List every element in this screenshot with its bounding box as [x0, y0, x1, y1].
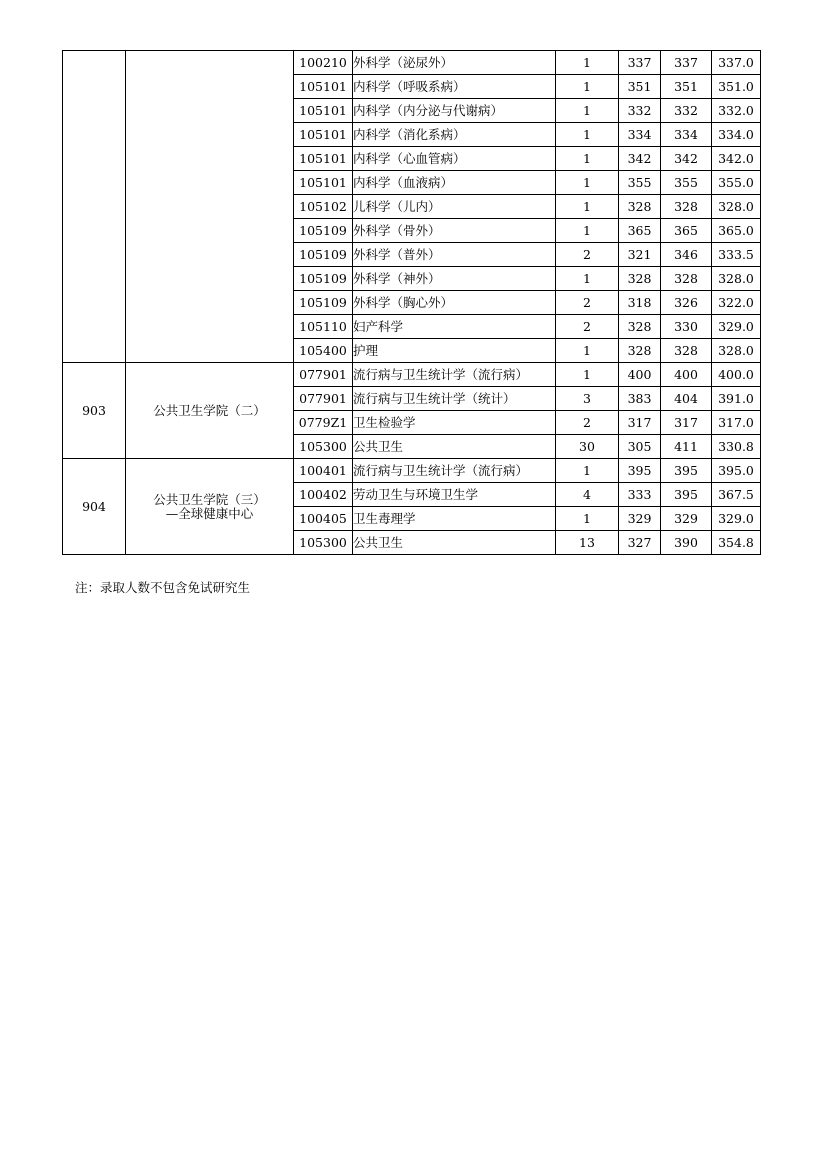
major-code-cell: 105101 [294, 147, 353, 171]
max-score-cell: 411 [661, 435, 712, 459]
avg-score-cell: 328.0 [712, 195, 761, 219]
major-code-cell: 105101 [294, 171, 353, 195]
avg-score-cell: 334.0 [712, 123, 761, 147]
major-code-cell: 105110 [294, 315, 353, 339]
admitted-count-cell: 1 [556, 219, 619, 243]
min-score-cell: 334 [619, 123, 661, 147]
admitted-count-cell: 13 [556, 531, 619, 555]
major-name-cell: 外科学（泌尿外） [353, 51, 556, 75]
major-code-cell: 105300 [294, 531, 353, 555]
avg-score-cell: 317.0 [712, 411, 761, 435]
dept-code-cell: 904 [63, 459, 126, 555]
major-code-cell: 105101 [294, 123, 353, 147]
avg-score-cell: 351.0 [712, 75, 761, 99]
min-score-cell: 337 [619, 51, 661, 75]
major-code-cell: 105101 [294, 99, 353, 123]
max-score-cell: 328 [661, 267, 712, 291]
major-code-cell: 105101 [294, 75, 353, 99]
admitted-count-cell: 1 [556, 75, 619, 99]
major-code-cell: 105300 [294, 435, 353, 459]
min-score-cell: 332 [619, 99, 661, 123]
avg-score-cell: 328.0 [712, 339, 761, 363]
min-score-cell: 317 [619, 411, 661, 435]
max-score-cell: 337 [661, 51, 712, 75]
admitted-count-cell: 1 [556, 195, 619, 219]
avg-score-cell: 328.0 [712, 267, 761, 291]
min-score-cell: 329 [619, 507, 661, 531]
admitted-count-cell: 2 [556, 291, 619, 315]
min-score-cell: 328 [619, 315, 661, 339]
major-code-cell: 100402 [294, 483, 353, 507]
major-name-cell: 流行病与卫生统计学（流行病） [353, 363, 556, 387]
min-score-cell: 383 [619, 387, 661, 411]
min-score-cell: 355 [619, 171, 661, 195]
avg-score-cell: 400.0 [712, 363, 761, 387]
admission-score-table [62, 50, 761, 555]
avg-score-cell: 391.0 [712, 387, 761, 411]
major-name-cell: 妇产科学 [353, 315, 556, 339]
min-score-cell: 342 [619, 147, 661, 171]
major-name-cell: 外科学（普外） [353, 243, 556, 267]
dept-name-cell [126, 51, 294, 363]
table-row [63, 459, 761, 483]
table-body [63, 51, 761, 555]
admitted-count-cell: 1 [556, 123, 619, 147]
avg-score-cell: 342.0 [712, 147, 761, 171]
dept-name-line: 公共卫生学院（二） [153, 402, 266, 418]
avg-score-cell: 354.8 [712, 531, 761, 555]
max-score-cell: 342 [661, 147, 712, 171]
avg-score-cell: 395.0 [712, 459, 761, 483]
major-name-cell: 卫生毒理学 [353, 507, 556, 531]
max-score-cell: 326 [661, 291, 712, 315]
admitted-count-cell: 1 [556, 51, 619, 75]
major-code-cell: 100210 [294, 51, 353, 75]
major-name-cell: 公共卫生 [353, 531, 556, 555]
max-score-cell: 334 [661, 123, 712, 147]
admitted-count-cell: 1 [556, 267, 619, 291]
dept-name-cell [126, 459, 294, 555]
max-score-cell: 404 [661, 387, 712, 411]
major-code-cell: 077901 [294, 387, 353, 411]
min-score-cell: 333 [619, 483, 661, 507]
min-score-cell: 321 [619, 243, 661, 267]
avg-score-cell: 355.0 [712, 171, 761, 195]
max-score-cell: 365 [661, 219, 712, 243]
admitted-count-cell: 1 [556, 507, 619, 531]
admitted-count-cell: 2 [556, 315, 619, 339]
min-score-cell: 328 [619, 195, 661, 219]
major-name-cell: 内科学（内分泌与代谢病） [353, 99, 556, 123]
avg-score-cell: 330.8 [712, 435, 761, 459]
min-score-cell: 305 [619, 435, 661, 459]
major-name-cell: 外科学（神外） [353, 267, 556, 291]
avg-score-cell: 337.0 [712, 51, 761, 75]
dept-name-cell [126, 363, 294, 459]
admitted-count-cell: 1 [556, 99, 619, 123]
major-code-cell: 105102 [294, 195, 353, 219]
admitted-count-cell: 4 [556, 483, 619, 507]
min-score-cell: 318 [619, 291, 661, 315]
avg-score-cell: 367.5 [712, 483, 761, 507]
max-score-cell: 317 [661, 411, 712, 435]
major-code-cell: 100401 [294, 459, 353, 483]
max-score-cell: 390 [661, 531, 712, 555]
admitted-count-cell: 1 [556, 339, 619, 363]
admitted-count-cell: 1 [556, 459, 619, 483]
max-score-cell: 395 [661, 483, 712, 507]
max-score-cell: 355 [661, 171, 712, 195]
major-code-cell: 077901 [294, 363, 353, 387]
min-score-cell: 400 [619, 363, 661, 387]
max-score-cell: 330 [661, 315, 712, 339]
min-score-cell: 327 [619, 531, 661, 555]
max-score-cell: 328 [661, 195, 712, 219]
max-score-cell: 332 [661, 99, 712, 123]
max-score-cell: 351 [661, 75, 712, 99]
major-code-cell: 100405 [294, 507, 353, 531]
min-score-cell: 328 [619, 267, 661, 291]
major-name-cell: 内科学（消化系病） [353, 123, 556, 147]
admitted-count-cell: 1 [556, 363, 619, 387]
admitted-count-cell: 1 [556, 147, 619, 171]
major-code-cell: 105109 [294, 243, 353, 267]
admitted-count-cell: 3 [556, 387, 619, 411]
major-code-cell: 105400 [294, 339, 353, 363]
major-code-cell: 0779Z1 [294, 411, 353, 435]
max-score-cell: 329 [661, 507, 712, 531]
major-code-cell: 105109 [294, 291, 353, 315]
major-name-cell: 内科学（心血管病） [353, 147, 556, 171]
table-row [63, 363, 761, 387]
max-score-cell: 346 [661, 243, 712, 267]
major-name-cell: 劳动卫生与环境卫生学 [353, 483, 556, 507]
major-name-cell: 卫生检验学 [353, 411, 556, 435]
admitted-count-cell: 1 [556, 171, 619, 195]
dept-name-line: —全球健康中心 [165, 505, 254, 521]
major-name-cell: 内科学（血液病） [353, 171, 556, 195]
major-name-cell: 外科学（胸心外） [353, 291, 556, 315]
min-score-cell: 328 [619, 339, 661, 363]
major-name-cell: 护理 [353, 339, 556, 363]
major-name-cell: 流行病与卫生统计学（统计） [353, 387, 556, 411]
major-code-cell: 105109 [294, 267, 353, 291]
avg-score-cell: 329.0 [712, 507, 761, 531]
dept-code-cell: 903 [63, 363, 126, 459]
avg-score-cell: 333.5 [712, 243, 761, 267]
table-row [63, 51, 761, 75]
avg-score-cell: 329.0 [712, 315, 761, 339]
admitted-count-cell: 2 [556, 411, 619, 435]
min-score-cell: 395 [619, 459, 661, 483]
avg-score-cell: 322.0 [712, 291, 761, 315]
avg-score-cell: 332.0 [712, 99, 761, 123]
avg-score-cell: 365.0 [712, 219, 761, 243]
max-score-cell: 328 [661, 339, 712, 363]
max-score-cell: 395 [661, 459, 712, 483]
footnote: 注：录取人数不包含免试研究生 [75, 580, 251, 595]
major-name-cell: 儿科学（儿内） [353, 195, 556, 219]
max-score-cell: 400 [661, 363, 712, 387]
dept-code-cell [63, 51, 126, 363]
min-score-cell: 365 [619, 219, 661, 243]
min-score-cell: 351 [619, 75, 661, 99]
major-name-cell: 公共卫生 [353, 435, 556, 459]
major-code-cell: 105109 [294, 219, 353, 243]
major-name-cell: 流行病与卫生统计学（流行病） [353, 459, 556, 483]
major-name-cell: 内科学（呼吸系病） [353, 75, 556, 99]
major-name-cell: 外科学（骨外） [353, 219, 556, 243]
dept-name-line: 公共卫生学院（三） [153, 491, 266, 507]
admitted-count-cell: 2 [556, 243, 619, 267]
admitted-count-cell: 30 [556, 435, 619, 459]
